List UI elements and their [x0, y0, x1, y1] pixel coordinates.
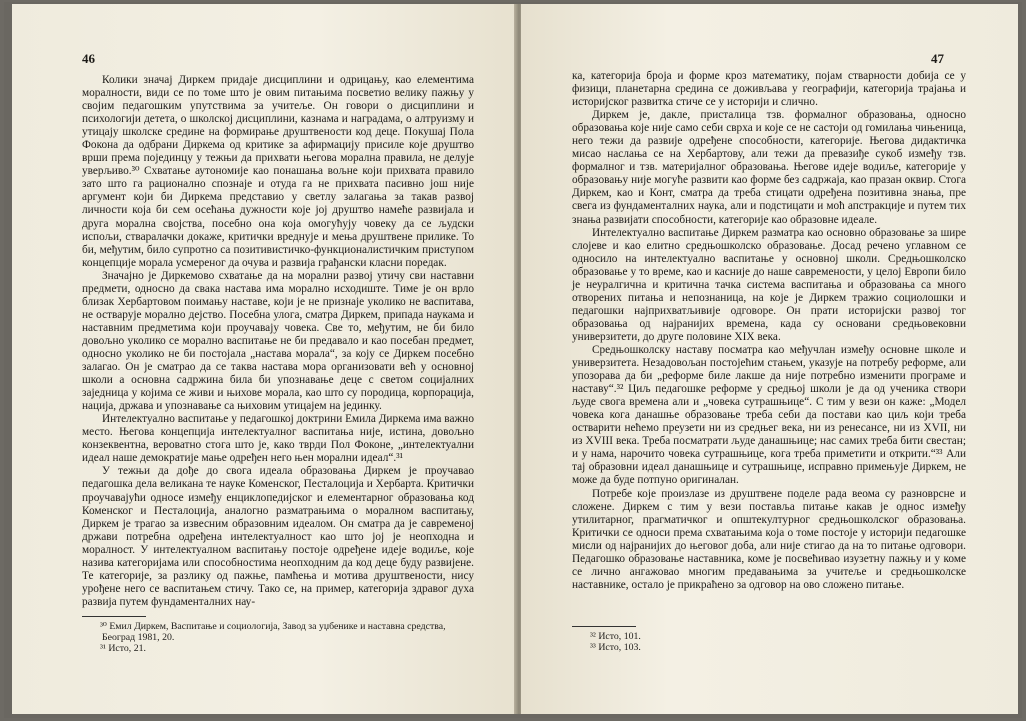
- right-page: [521, 4, 1018, 714]
- footnote-rule: [82, 616, 146, 617]
- page-body: [82, 74, 474, 609]
- footnote: ³⁰ Емил Диркем, Васпитање и социологија, Завод за уџбенике и наставна средства, Београд 1981, 20.: [100, 621, 446, 644]
- footnotes: [572, 626, 966, 653]
- paragraph: Интелектуално васпитање у педагошкој доктрини Емила Диркема има важно место. Његова концепција интелектуалног васпитања није, истина, довољно конзеквентна, вероватно стога што је, како тврди Пол Фоконе, „интелектуални идеал наше демократије мање одређен него њен морални идеал“.³¹: [82, 413, 474, 465]
- paragraph: Значајно је Диркемово схватање да на морални развој утичу сви наставни предмети, односно да свака настава има морално исходиште. Тиме је он врло близак Хербартовом поимању наставе, који је не признаје уколико не васпитава, не остварује морално дејство. Посебна улога, сматра Диркем, припада наукама и наставним предметима који проучавају човека. Све то, међутим, не би било довољно уколико се морално васпитање не би предавало и као посебан предмет, односно уколико не би постојала „настава морала“, за коју се Диркем посебно залагао. Он је сматрао да се таква настава мора организовати већ у основној школи а основна садржина била би упознавање деце с светом социјалних заједница у којима се живи и њихове морала, као што су породица, корпорација, нација, држава и упознавање са њиховим утицајем на јединку.: [82, 269, 474, 413]
- left-page: [12, 4, 517, 714]
- page-body: [572, 70, 966, 592]
- paragraph: ка, категорија броја и форме кроз математику, појам стварности добија се у физици, планетарна средина се доживљава у географији, категорија трајања и историјског развитка стиче се у историји и слично.: [572, 70, 966, 109]
- paragraph: Диркем је, дакле, присталица тзв. формалног образовања, односно образовања које није само себи сврха и које се не састоји од гомилања чињеница, него тежи да развије одређене способности, категорије. Његова дидактичка мисао наслања се на Хербартову, али тежи да превазиђе сукоб између тзв. формалног и тзв. материјалног образовања. Његове идеје водиље, категорије у образовању није могуће развити као форме без садржаја, као празан оквир. Стога Диркем, као и Конт, сматра да треба стицати одређена позитивна знања, пре свега из фундаменталних наука, али и подстицати и моћ апстракције и путем тих знања развијати способности, категорије као образовне идеале.: [572, 109, 966, 226]
- footnotes: [82, 616, 474, 655]
- footnote-rule: [572, 626, 636, 627]
- footnote: ³³ Исто, 103.: [590, 642, 641, 654]
- paragraph: Потребе које произлазе из друштвене поделе рада веома су разноврсне и сложене. Диркем с тим у вези поставља питање какав је однос између утилитарног, прагматичког и општекултурног средњошколског образовања. Критички се односи према схватањима која о томе постоје у историји педагошке мисли од најранијих до његовог доба, али није стигао да на то питање одговори. Педагошко образовање наставника, коме је посвећивао изузетну пажњу и у коме се лично ангажовао многим предавањима за учитеље и средњошколске наставнике, остало је прикраћено за одговор на ово сложено питање.: [572, 487, 966, 591]
- book-spread: [4, 2, 1022, 718]
- footnote: ³² Исто, 101.: [590, 631, 641, 642]
- paragraph: Колики значај Диркем придаје дисциплини и одрицању, као елементима моралности, види се по томе што је овим питањима посветио велику пажњу у својим педагошким упутствима за учитеље. Он говори о дисциплини и психологији детета, о школској дисциплини, казнама и наградама, о алтруизму и утицају школске средине на формирање друштвености код деце. Покушај Пола Фокона да одбрани Диркема од критике за афирмацију присиле које друштво врши према појединцу у тежњи да прихвати његова морална правила, не делује уверљиво.³⁰ Схватање аутономије као понашања вољне који прихвата правило зато што га рационално спознаје и отуда га не прихвата пасивно још није аргумент који би Диркема представио у светлу залагања за такав развој личности која би сем осећања дужности које јој друштво намеће развијала и друга морална својства, посебно она која омогућују човеку да се људски испољи, стваралачки докаже, критички вреднује и мења друштвене прилике. То би, међутим, било супротно са позитивистичко-функционалистичким приступом концепције морала усмереног да очува и развија грађански класни поредак.: [82, 74, 474, 269]
- paragraph: Средњошколску наставу посматра као међучлан између основне школе и универзитета. Незадовољан постојећим стањем, указује на потребу реформе, али упозорава да би „реформе биле лакше да није потребно изменити програме и наставу“.³² Циљ педагошке реформе у средњој школи је да од ученика створи људе свога времена али и „човека сутрашњице“. С тим у вези он каже: „Модел човека кога данашње образовање треба себи да постави као циљ који треба остварити нећемо преузети ни из средњег века, ни из ренесансе, ни из XVII, ни из XVIII века. Треба посматрати људе данашњице; нас самих треба бити свестан; и у нама, нарочито човека сутрашњице, кога треба приметити и открити.“³³ Али тај образовни идеал данашњице и сутрашњице, исправно примењује Диркем, не може да буде потпуно оригиналан.: [572, 343, 966, 487]
- paragraph: У тежњи да дође до свога идеала образовања Диркем је проучавао педагошка дела великана те науке Коменског, Песталоција и Хербарта. Критички проучавајући односе између енциклопедијског и елементарног образовања код Коменског и Песталоција, аналогно разматрањима о моралном васпитању, Диркем је трагао за извесним образовним идеалом. Он сматра да је савременој држави потребна одређена интелектуалност као што јој је неопходна и моралност. У интелектуалном васпитању постоје одређене идеје водиље, које назива категоријама или способностима неопходним да код деце буду развијене. Те категорије, за разлику од пажње, памћења и мотива друштвености, нису урођене него се васпитањем стичу. Тако се, на пример, категорија здравог духа развија путем фундаменталних нау-: [82, 465, 474, 608]
- paragraph: Интелектуално васпитање Диркем разматра као основно образовање за шире слојеве и као елитно средњошколско образовање. Досад речено углавном се односило на интелектуално васпитање у основној школи. Средњошколско образовање у то време, као и касније до наше савремености, у целој Европи било је неуралгична и критична тачка система васпитања и образовања са много отворених питања и непознаница, на које је Диркем тражио социолошки и педагошки најприхватљивије одговоре. Он прати историјски развој тог образовања од најранијих времена, када су основани средњовековни универзитети, до друге половине XIX века.: [572, 226, 966, 343]
- page-number: 47: [931, 51, 944, 66]
- footnote: ³¹ Исто, 21.: [100, 643, 146, 655]
- page-number: 46: [82, 51, 95, 66]
